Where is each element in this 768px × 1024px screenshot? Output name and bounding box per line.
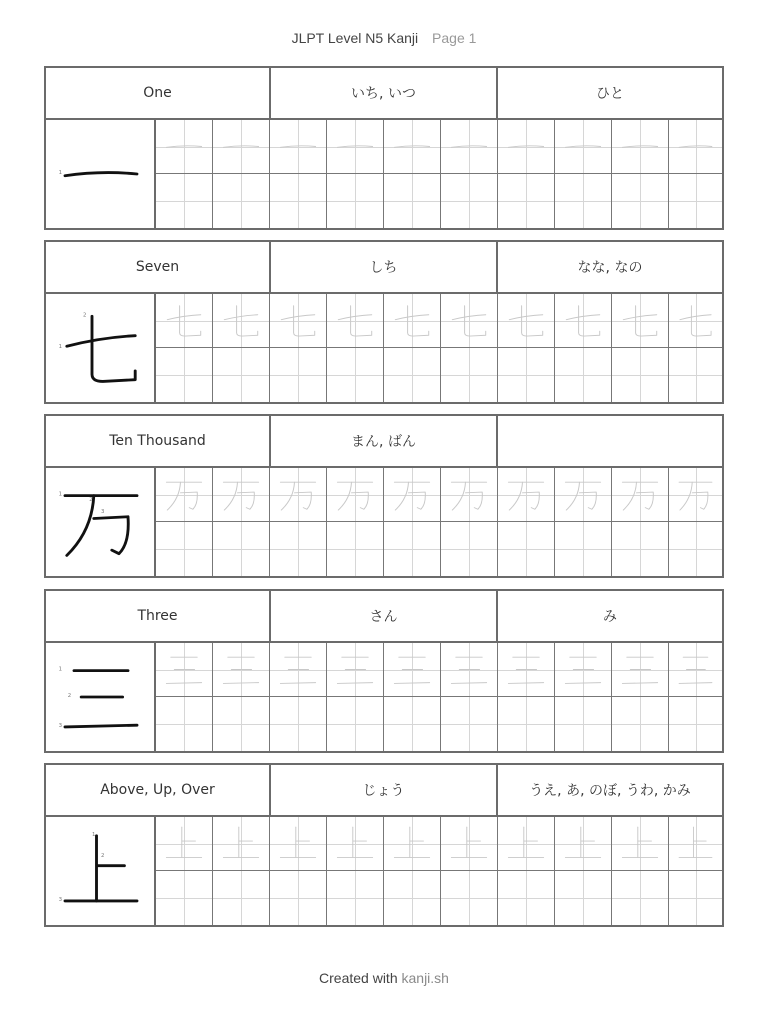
practice-cell[interactable] bbox=[156, 871, 213, 925]
svg-text:2: 2 bbox=[67, 693, 72, 699]
trace-cell[interactable] bbox=[555, 294, 612, 348]
kanji-meaning: One bbox=[46, 68, 271, 118]
practice-cell[interactable] bbox=[441, 174, 498, 228]
practice-cell[interactable] bbox=[156, 348, 213, 402]
practice-cell[interactable] bbox=[327, 871, 384, 925]
trace-cell[interactable] bbox=[612, 294, 669, 348]
svg-text:1: 1 bbox=[58, 344, 63, 350]
kanji-glyph-jou bbox=[56, 827, 146, 915]
trace-cell[interactable] bbox=[498, 468, 555, 522]
kanji-character bbox=[46, 817, 156, 925]
footer-link[interactable]: kanji.sh bbox=[401, 970, 449, 986]
trace-cell[interactable] bbox=[441, 817, 498, 871]
trace-cell[interactable] bbox=[384, 294, 441, 348]
practice-cell[interactable] bbox=[441, 522, 498, 576]
trace-cell[interactable] bbox=[498, 294, 555, 348]
trace-cell[interactable] bbox=[612, 817, 669, 871]
practice-cell[interactable] bbox=[612, 871, 669, 925]
kanji-glyph-san bbox=[56, 653, 146, 741]
trace-cell[interactable] bbox=[156, 468, 213, 522]
kanji-kunyomi bbox=[498, 416, 722, 466]
practice-cell[interactable] bbox=[327, 348, 384, 402]
practice-cell[interactable] bbox=[213, 871, 270, 925]
practice-grid bbox=[156, 468, 722, 576]
kanji-character bbox=[46, 643, 156, 751]
svg-text:3: 3 bbox=[101, 509, 105, 516]
trace-cell[interactable] bbox=[441, 643, 498, 697]
trace-cell[interactable] bbox=[384, 468, 441, 522]
trace-cell[interactable] bbox=[669, 817, 722, 871]
practice-cell[interactable] bbox=[156, 697, 213, 751]
trace-cell[interactable] bbox=[498, 817, 555, 871]
trace-cell[interactable] bbox=[156, 643, 213, 697]
trace-cell[interactable] bbox=[213, 643, 270, 697]
kanji-kunyomi: うえ, あ, のぼ, うわ, かみ bbox=[529, 783, 691, 799]
svg-text:3: 3 bbox=[58, 722, 63, 729]
kanji-meaning: Ten Thousand bbox=[46, 416, 271, 466]
trace-cell[interactable] bbox=[213, 817, 270, 871]
trace-cell[interactable] bbox=[213, 468, 270, 522]
practice-cell[interactable] bbox=[555, 348, 612, 402]
practice-cell[interactable] bbox=[270, 348, 327, 402]
svg-text:1: 1 bbox=[58, 666, 63, 673]
kanji-block-man bbox=[44, 414, 724, 578]
practice-cell[interactable] bbox=[270, 174, 327, 228]
kanji-block-ichi bbox=[44, 66, 724, 230]
trace-cell[interactable] bbox=[327, 643, 384, 697]
practice-grid bbox=[156, 643, 722, 751]
kanji-glyph-shichi bbox=[56, 304, 146, 392]
practice-cell[interactable] bbox=[669, 174, 722, 228]
trace-cell[interactable] bbox=[612, 120, 669, 174]
trace-cell[interactable] bbox=[669, 468, 722, 522]
kanji-character bbox=[46, 468, 156, 576]
svg-text:3: 3 bbox=[58, 896, 63, 903]
practice-cell[interactable] bbox=[441, 348, 498, 402]
kanji-info-row bbox=[46, 416, 722, 468]
trace-cell[interactable] bbox=[270, 294, 327, 348]
practice-cell[interactable] bbox=[555, 522, 612, 576]
practice-cell[interactable] bbox=[669, 522, 722, 576]
svg-text:2: 2 bbox=[83, 312, 87, 319]
practice-cell[interactable] bbox=[327, 697, 384, 751]
trace-cell[interactable] bbox=[555, 817, 612, 871]
trace-cell[interactable] bbox=[270, 120, 327, 174]
practice-cell[interactable] bbox=[612, 697, 669, 751]
kanji-glyph-man bbox=[56, 478, 146, 566]
practice-cell[interactable] bbox=[384, 522, 441, 576]
practice-cell[interactable] bbox=[213, 348, 270, 402]
page-footer bbox=[0, 970, 768, 986]
practice-cell[interactable] bbox=[384, 348, 441, 402]
trace-cell[interactable] bbox=[612, 468, 669, 522]
practice-cell[interactable] bbox=[213, 697, 270, 751]
trace-cell[interactable] bbox=[669, 294, 722, 348]
kanji-block-san bbox=[44, 589, 724, 753]
kanji-meaning: Seven bbox=[46, 242, 271, 292]
practice-cell[interactable] bbox=[213, 522, 270, 576]
svg-text:2: 2 bbox=[101, 852, 105, 859]
svg-text:1: 1 bbox=[58, 170, 63, 176]
practice-cell[interactable] bbox=[612, 348, 669, 402]
practice-cell[interactable] bbox=[270, 697, 327, 751]
trace-cell[interactable] bbox=[498, 120, 555, 174]
practice-cell[interactable] bbox=[612, 522, 669, 576]
practice-cell[interactable] bbox=[669, 871, 722, 925]
practice-cell[interactable] bbox=[612, 174, 669, 228]
practice-cell[interactable] bbox=[498, 522, 555, 576]
trace-cell[interactable] bbox=[441, 294, 498, 348]
trace-cell[interactable] bbox=[555, 120, 612, 174]
trace-cell[interactable] bbox=[555, 643, 612, 697]
trace-cell[interactable] bbox=[384, 817, 441, 871]
trace-cell[interactable] bbox=[327, 468, 384, 522]
kanji-onyomi: じょう bbox=[271, 765, 498, 815]
page-number: Page 1 bbox=[432, 30, 477, 46]
trace-cell[interactable] bbox=[498, 643, 555, 697]
practice-grid bbox=[156, 294, 722, 402]
trace-cell[interactable] bbox=[327, 120, 384, 174]
svg-text:1: 1 bbox=[92, 831, 96, 838]
practice-cell[interactable] bbox=[498, 174, 555, 228]
practice-cell[interactable] bbox=[441, 697, 498, 751]
kanji-kunyomi: なな, なの bbox=[577, 260, 643, 276]
kanji-onyomi: いち, いつ bbox=[271, 68, 498, 118]
trace-cell[interactable] bbox=[270, 468, 327, 522]
trace-cell[interactable] bbox=[612, 643, 669, 697]
kanji-info-row bbox=[46, 765, 722, 817]
practice-cell[interactable] bbox=[498, 697, 555, 751]
trace-cell[interactable] bbox=[327, 817, 384, 871]
trace-cell[interactable] bbox=[384, 643, 441, 697]
trace-cell[interactable] bbox=[156, 120, 213, 174]
practice-cell[interactable] bbox=[156, 174, 213, 228]
trace-cell[interactable] bbox=[669, 120, 722, 174]
sheet-title: JLPT Level N5 Kanji bbox=[291, 30, 419, 46]
practice-grid bbox=[156, 817, 722, 925]
practice-cell[interactable] bbox=[441, 871, 498, 925]
practice-cell[interactable] bbox=[327, 522, 384, 576]
practice-cell[interactable] bbox=[384, 174, 441, 228]
kanji-onyomi: しち bbox=[271, 242, 498, 292]
practice-cell[interactable] bbox=[327, 174, 384, 228]
kanji-character bbox=[46, 120, 156, 228]
practice-cell[interactable] bbox=[498, 348, 555, 402]
practice-cell[interactable] bbox=[156, 522, 213, 576]
trace-cell[interactable] bbox=[156, 294, 213, 348]
practice-cell[interactable] bbox=[669, 697, 722, 751]
trace-cell[interactable] bbox=[555, 468, 612, 522]
kanji-info-row bbox=[46, 591, 722, 643]
trace-cell[interactable] bbox=[441, 120, 498, 174]
svg-text:1: 1 bbox=[58, 491, 63, 498]
trace-cell[interactable] bbox=[441, 468, 498, 522]
kanji-info-row bbox=[46, 68, 722, 120]
kanji-meaning: Three bbox=[46, 591, 271, 641]
practice-cell[interactable] bbox=[213, 174, 270, 228]
kanji-meaning: Above, Up, Over bbox=[46, 765, 271, 815]
practice-cell[interactable] bbox=[555, 871, 612, 925]
practice-cell[interactable] bbox=[270, 522, 327, 576]
kanji-kunyomi: ひと bbox=[596, 86, 624, 102]
practice-cell[interactable] bbox=[384, 871, 441, 925]
kanji-onyomi: まん, ばん bbox=[271, 416, 498, 466]
trace-cell[interactable] bbox=[156, 817, 213, 871]
kanji-kunyomi: み bbox=[603, 609, 617, 625]
kanji-character bbox=[46, 294, 156, 402]
practice-cell[interactable] bbox=[669, 348, 722, 402]
practice-cell[interactable] bbox=[555, 697, 612, 751]
trace-cell[interactable] bbox=[270, 643, 327, 697]
practice-cell[interactable] bbox=[498, 871, 555, 925]
practice-grid bbox=[156, 120, 722, 228]
practice-cell[interactable] bbox=[384, 697, 441, 751]
trace-cell[interactable] bbox=[213, 294, 270, 348]
kanji-info-row bbox=[46, 242, 722, 294]
kanji-block-shichi bbox=[44, 240, 724, 404]
practice-cell[interactable] bbox=[555, 174, 612, 228]
kanji-onyomi: さん bbox=[271, 591, 498, 641]
trace-cell[interactable] bbox=[327, 294, 384, 348]
page-header bbox=[0, 30, 768, 46]
kanji-block-jou bbox=[44, 763, 724, 927]
practice-cell[interactable] bbox=[270, 871, 327, 925]
trace-cell[interactable] bbox=[213, 120, 270, 174]
kanji-glyph-ichi bbox=[56, 130, 146, 218]
trace-cell[interactable] bbox=[669, 643, 722, 697]
trace-cell[interactable] bbox=[270, 817, 327, 871]
svg-text:2: 2 bbox=[89, 496, 93, 503]
footer-prefix: Created with bbox=[319, 970, 402, 986]
trace-cell[interactable] bbox=[384, 120, 441, 174]
